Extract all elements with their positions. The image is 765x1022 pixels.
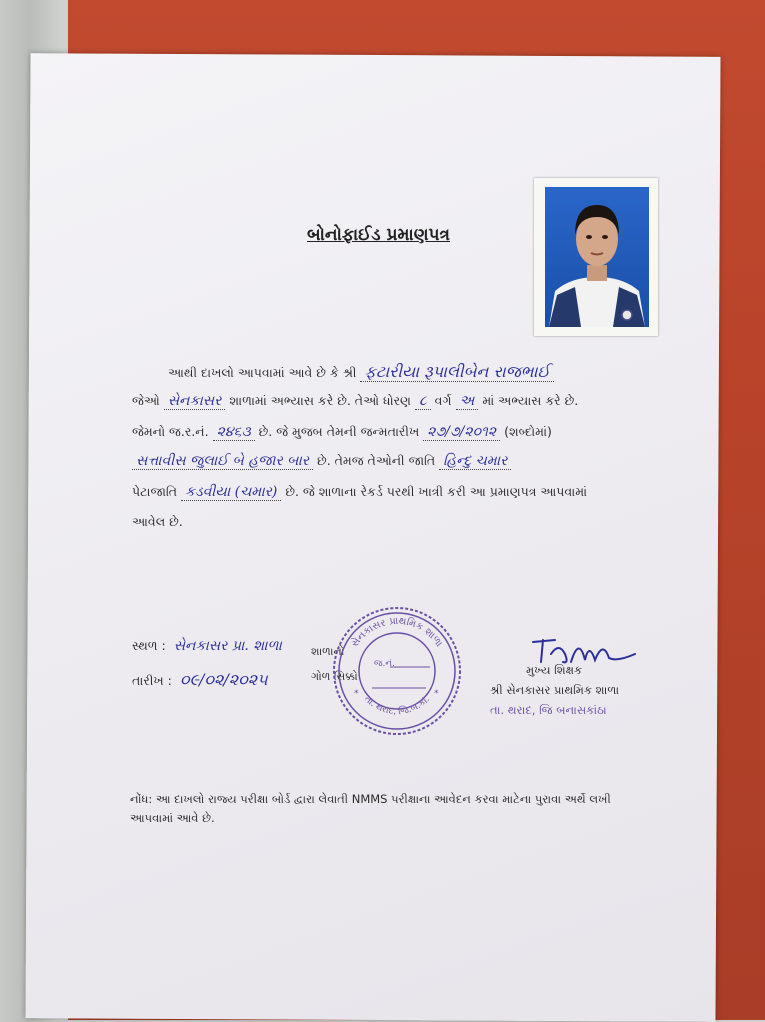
seal-label: ગોળ સિક્કો: [311, 670, 358, 683]
date-label: તારીખ :: [132, 673, 172, 688]
principal-place: તા. થરાદ, જિ બનાસકાંઠા: [490, 703, 607, 717]
student-photo-image: [545, 187, 649, 327]
body-line-6: આવેલ છે.: [132, 514, 183, 529]
body-line-2: [132, 393, 578, 409]
body-text: છે. જે શાળાના રેકર્ડ પરથી ખાત્રી કરી આ પ્રમાણપત્ર આપવામાં: [285, 484, 588, 499]
date-row: [132, 670, 272, 690]
body-text: આથી દાખલો આપવામાં આવે છે કે શ્રી: [168, 365, 357, 380]
place-value: સેનકાસર પ્રા. શાળા: [173, 638, 282, 654]
caste-value: હિન્દુ ચમાર: [439, 453, 511, 470]
school-label: શાળાનો: [311, 645, 345, 658]
gr-number: ૨૪૬૩: [213, 424, 255, 441]
subcaste-value: કડવીયા (ચમાર): [181, 484, 281, 501]
body-line-5: [132, 484, 587, 500]
footer-note: નોંધ: આ દાખલો રાજ્ય પરીક્ષા બોર્ડ દ્વારા લેવાતી NMMS પરીક્ષાના આવેદન કરવા માટેના પુરાવા અર્થે લખી આપવામાં આવે છે.: [130, 792, 611, 825]
student-photo: [534, 178, 658, 336]
body-text: (શબ્દોમાં): [504, 424, 552, 439]
body-text: માં અભ્યાસ કરે છે.: [482, 393, 579, 408]
body-text: જેઓ: [132, 393, 160, 408]
student-name: ફટારીયા રૂપાલીબેન રાજભાઈ: [360, 362, 553, 382]
division-value: અ: [456, 393, 479, 410]
stamp-ring-text: સેનકાસર પ્રાથમિક શાળા: [349, 615, 445, 650]
birth-date: ૨૭/૭/૨૦૧૨: [423, 424, 500, 441]
principal-title: મુખ્ય શિક્ષક: [526, 663, 583, 677]
place-row: [132, 638, 286, 654]
principal-block: [490, 660, 619, 720]
date-value: ૦૯/૦૨/૨૦૨૫: [179, 670, 268, 689]
certificate-title: બોનોફાઈડ પ્રમાણપત્ર: [307, 225, 451, 245]
school-name: સેનકાસર: [164, 393, 226, 410]
stamp-bottom-text: તા. થરાદ, જિ.બ.કાં.: [362, 694, 432, 718]
svg-text:*: *: [434, 689, 439, 699]
body-text: પેટાજાતિ: [132, 484, 178, 499]
principal-school: શ્રી સેનકાસર પ્રાથમિક શાળા: [490, 683, 620, 697]
stamp-line-1: જ.નં.: [374, 659, 395, 669]
body-text: વર્ગ: [434, 393, 452, 408]
body-line-1: [168, 362, 554, 382]
body-text: જેમનો જ.ર.નં.: [132, 424, 209, 439]
svg-text:*: *: [354, 689, 359, 699]
birth-date-words: સત્તાવીસ જુલાઈ બે હજાર બાર: [132, 453, 313, 470]
svg-text:તા. થરાદ, જિ.બ.કાં.: [362, 694, 432, 717]
standard-value: ૮: [415, 393, 431, 410]
school-stamp: [330, 604, 464, 738]
body-line-4: [132, 453, 511, 469]
body-line-3: [132, 424, 552, 440]
body-text: છે. જે મુજબ તેમની જન્મતારીખ: [258, 424, 420, 439]
place-label: સ્થળ :: [132, 638, 166, 653]
body-text: શાળામાં અભ્યાસ કરે છે. તેઓ ધોરણ: [229, 393, 411, 408]
body-text: છે. તેમજ તેઓની જાતિ: [317, 453, 436, 468]
